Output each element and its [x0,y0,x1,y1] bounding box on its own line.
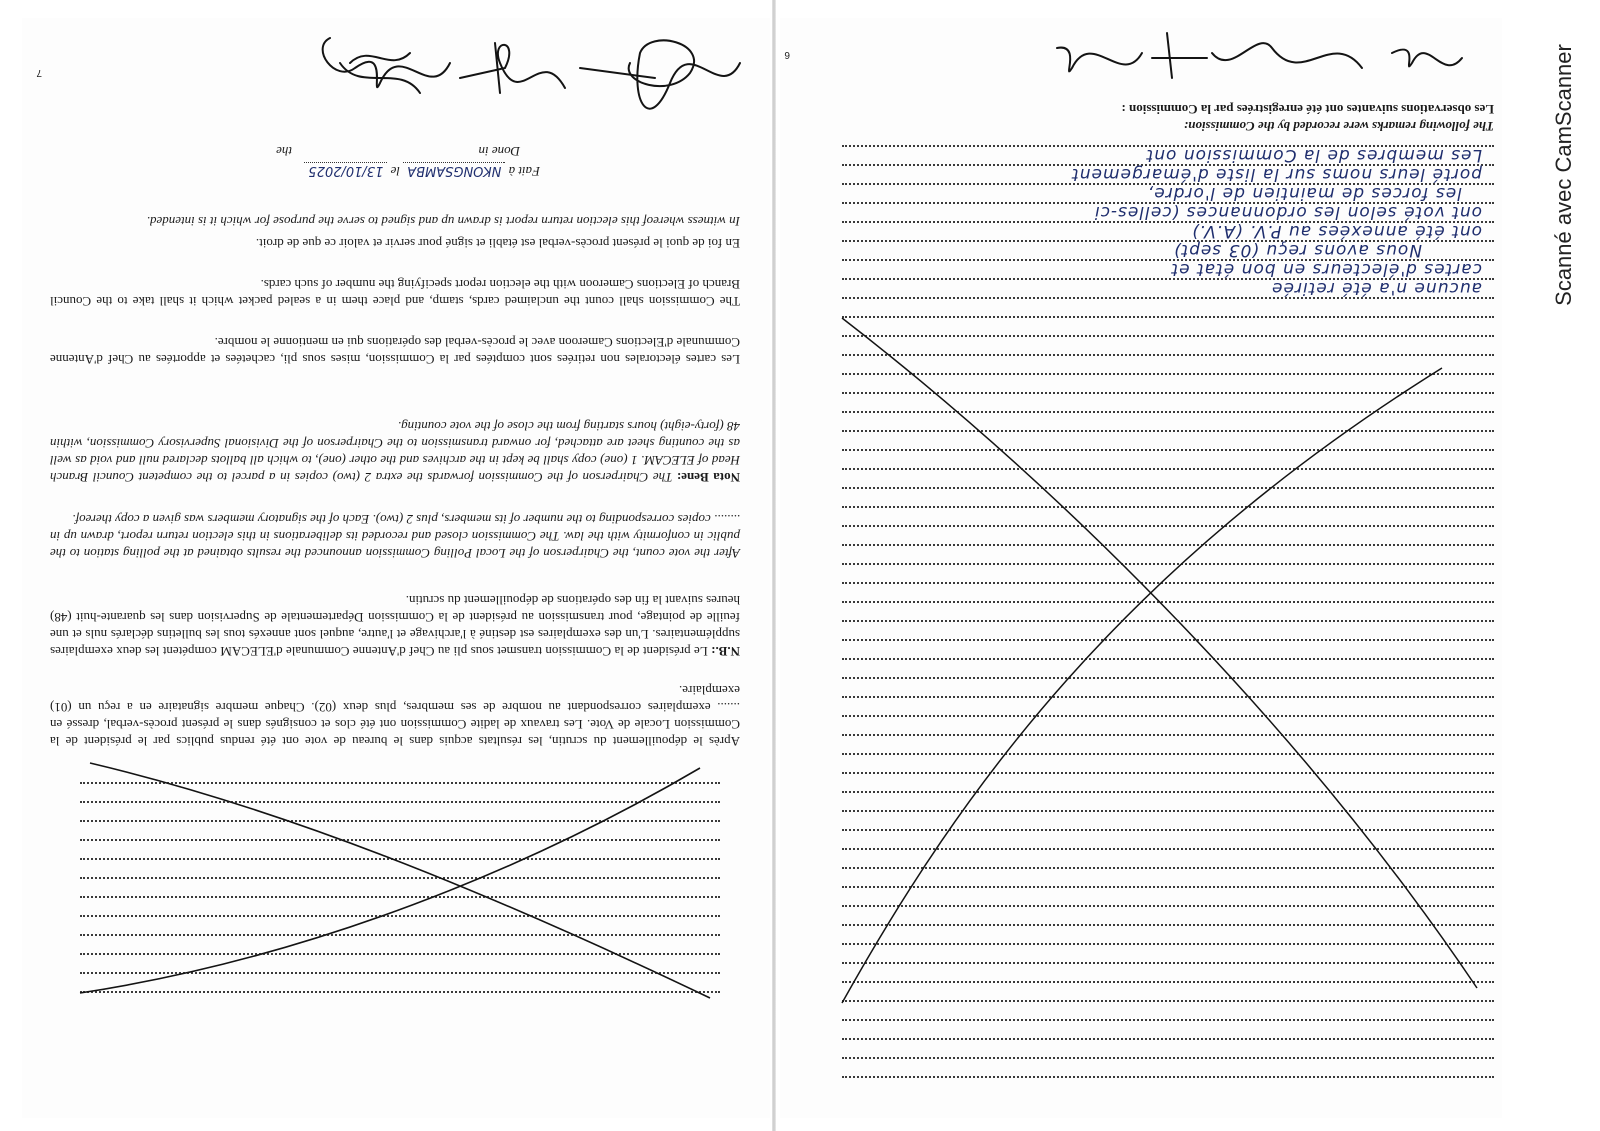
fait-a-line: Fait à NKONGSAMBA le 13/10/2025 [80,162,540,180]
nb-label: N.B.: [711,644,740,659]
french-closing: En foi de quoi le présent procès-verbal est établi et signé pour servir et valoir ce que de droit. [255,236,740,251]
dotted-line [842,1076,1494,1078]
handwritten-remark: Les membres de la Commission ont [1145,145,1482,165]
dotted-line [842,1038,1494,1040]
handwritten-remark: aucune n'a été retirée [1271,278,1482,298]
page-7 [22,18,770,1118]
page-number: 7 [36,67,42,78]
page-6-rotated-content [780,18,1502,1118]
cross-out-mark [832,308,1482,1008]
cross-out-mark [70,758,730,1008]
handwritten-remark: les forces de maintien de l'ordre, [1146,183,1462,203]
handwritten-remark: ont voté selon les ordonnances (celles-ci [1093,202,1482,222]
page-6 [780,18,1502,1118]
handwritten-remark: porté leurs noms sur la liste d'émargement [1071,164,1482,184]
english-nota-bene: Nota Bene: The Chairperson of the Commission forwards the extra 2 (two) copies in a parcel to the competent Council Branch Head of ELECAM. 1 (one) copy shall be kept in the archives and the other (one), to which all ballots declared null and void as well as the counting sheet are attached, for onward transmission to the Chairperson of the Divisional Supervisory Commission, within 48 (forty-eight) hours starting from the close of the vote counting. [50,419,740,485]
handwritten-remark: ont été annexées au P.V. (A.V.) [1191,221,1482,241]
remarks-heading-fr: Les observations suivantes ont été enregistrées par la Commission : [1121,102,1494,117]
page-7-rotated-content [22,18,770,1118]
page-number: 6 [784,49,790,60]
english-cards-paragraph: The Commission shall count the unclaimed cards, stamp, and place them in a sealed packet which it shall take to the Council Branch of Elections Cameroon with the election report specifying the number of such cards. [50,277,740,309]
nota-bene-label: Nota Bene: [676,470,740,485]
remarks-heading-en: The following remarks were recorded by the Commission: [1183,119,1494,134]
page-gutter [772,0,776,1131]
fait-a-handwritten: NKONGSAMBA [403,162,505,178]
handwritten-remark: cartes d'électeurs en bon état et [1170,259,1482,279]
french-cards-paragraph: Les cartes électorales non retirées sont comptées par la Commission, mises sous pli, cachetées et apportées au Chef d'Antenne Communale d'Elections Cameroon avec le procès-verbal des opérations qui en mentionne le nombre. [50,335,740,367]
dotted-line [842,1057,1494,1059]
french-intro-paragraph: Après le dépouillement du scrutin, les résultats acquis dans le bureau de vote ont été rendus publics par le président de la Commission Locale de Vote. Les travaux de ladite Commission ont été clos et consignés dans le présent procès-verbal, dressé en ....... exemplaires correspondant au nombre de ses membres, plus deux (02). Chaque membre signataire en a reçu un (01) exemplaire. [50,683,740,749]
camscanner-watermark: Scanné avec CamScanner [1551,44,1576,306]
french-nb-paragraph: N.B.: Le président de la Commission transmet sous pli au Chef d'Antenne Communale d'ELECAM compétent les deux exemplaires supplémentaires. L'un des exemplaires est destiné à l'archivage et l'autre, auquel sont annexés tous les bulletins déclarés nuls et une feuille de pointage, pour transmission au président de la Commission Départementale de Supervision dans les quarante-huit (48) heures suivant la fin des opérations de dépouillement du scrutin. [50,593,740,659]
signatures [1052,18,1472,98]
english-intro-paragraph: After the vote count, the Chairperson of the Local Polling Commission announced the results obtained at the polling station to the public in conformity with the law. The Commission closed and recorded its deliberations in this election return report, drawn up in ........ copies corresponding to the number of its members, plus 2 (two). Each of the signatory members was given a copy thereof. [50,512,740,561]
signatures [290,23,750,123]
english-closing: In witness whereof this election return report is drawn up and signed to serve the purpose for which it is intended. [146,214,740,229]
done-in-line: Done in the [276,144,520,159]
dotted-line [842,1019,1494,1021]
date-handwritten: 13/10/2025 [304,162,387,178]
handwritten-remark: Nous avons reçu (03 sept) [1172,240,1422,260]
